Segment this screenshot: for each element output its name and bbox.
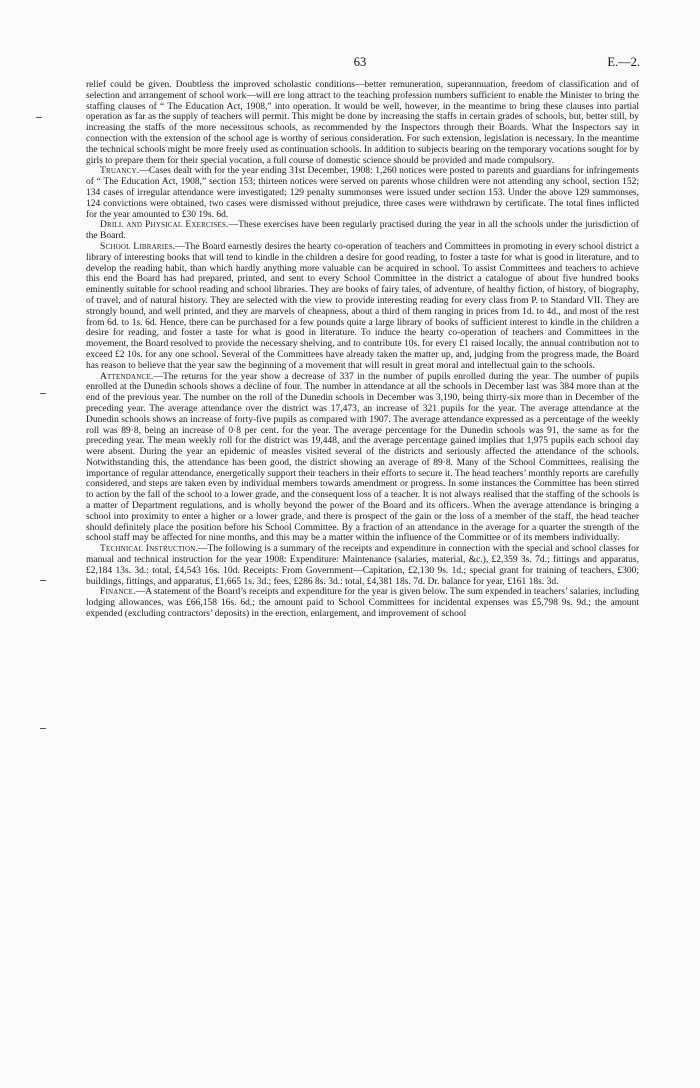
paragraph-text: relief could be given. Doubtless the improved scholastic conditions—better remuneration, superannuation, freedom of classification and of selection and arrangement of school work—will ere long attract to the teaching profession numbers sufficient to enable the Minister to bring the staffing clauses of “ The Education Act, 1908,” into operation. It would be well, however, in the meantime to bring these clauses into partial operation as far as the supply of teachers will permit. This might be done by increasing the staffs in certain grades of schools, but, better still, by increasing the staffs of the more necessitous schools, as recommended by the Inspectors through their Boards. What the Inspectors say in connection with the extension of the school age is worthy of serious consideration. For such extension, legislation is necessary. In the meantime the technical schools might be more freely used as continuation schools. In addition to subjects bearing on the temporary vocations sought for by girls to prepare them for their special vocation, a full course of domestic science should be provided and made compulsory. [86, 80, 639, 166]
paragraph-text: —The Board earnestly desires the hearty co-operation of teachers and Committees in promoting in every school district a library of interesting books that will tend to kindle in the children a desire for good reading, to foster a taste for what is good in literature, and to develop the reading habit, than which hardly anything more valuable can be acquired in school. To assist Committees and teachers to achieve this end the Board has had prepared, printed, and sent to every School Committee in the district a catalogue of about five hundred books eminently suitable for school reading and school libraries. They are books of fairy tales, of adventure, of healthy fiction, of history, of biography, of travel, and of natural history. They are selected with the view to provide interesting reading for every class from P. to Standard VII. They are strongly bound, and well printed, and they are marvels of cheapness, about a third of them ranging in prices from 1d. to 4d., and most of the rest from 6d. to 1s. 6d. Hence, there can be purchased for a few pounds quite a large library of books of sufficient interest to kindle in the children a desire for reading, and foster a taste for what is good in literature. To induce the hearty co-operation of teachers and Committees in the movement, the Board resolved to provide the necessary shelving, and to contribute 10s. for every £1 raised locally, the annual contribution not to exceed £2 10s. for any one school. Several of the Committees have already taken the matter up, and, judging from the progress made, the Board has reason to believe that the year saw the beginning of a movement that will result in great moral and intellectual gain to the schools. [86, 241, 639, 371]
paragraph-text: —Cases dealt with for the year ending 31st December, 1908: 1,260 notices were posted to parents and guardians for infringements of “ The Education Act, 1908,” section 153; thirteen notices were served on parents whose children were not attending any school, section 152; 134 cases of irregular attendance were investigated; 129 penalty summonses were issued under section 153. Under the above 129 summonses, 124 convictions were obtained, two cases were dismissed without prejudice, three cases were withdrawn by certificate. The total fines inflicted for the year amounted to £30 19s. 6d. [86, 166, 639, 220]
document-body [86, 80, 639, 620]
section-heading: Attendance. [100, 371, 154, 382]
paragraph-attendance [86, 372, 639, 545]
section-heading: Drill and Physical Exercises. [100, 220, 229, 231]
margin-mark [40, 393, 46, 394]
paragraph-school-libraries [86, 242, 639, 372]
paragraph-finance [86, 587, 639, 619]
paragraph-continuation [86, 80, 639, 166]
paragraph-text: —The returns for the year show a decrease of 337 in the number of pupils enrolled during the year. The number of pupils enrolled at the Dunedin schools shows a decline of four. The number in attendance at all the schools in December last was 384 more than at the end of the previous year. The number on the roll of the Dunedin schools in December was 3,190, being thirty-six more than in December of the preceding year. The average attendance over the district was 17,473, an increase of 321 pupils for the year. The average attendance at the Dunedin schools shows an increase of forty-five pupils as compared with 1907. The average attendance expressed as a percentage of the weekly roll was 89·8, being an increase of 0·8 per cent. for the year. The average percentage for the Dunedin schools was 91, the same as for the preceding year. The mean weekly roll for the district was 19,448, and the average percentage gained implies that 1,975 pupils each school day were absent. During the year an epidemic of measles visited several of the districts and seriously affected the attendance of the schools. Notwithstanding this, the attendance has been good, the district showing an average of 89·8. Many of the School Committees, realising the importance of regular attendance, energetically support their teachers in their efforts to secure it. The head teachers’ monthly reports are carefully considered, and steps are taken even by individual members towards amendment or progress. In some instances the Committee has been stirred to action by the fall of the school to a lower grade, and the consequent loss of a teacher. It is not always realised that the staffing of the schools is a matter of Department regulations, and is wholly beyond the power of the Board and its officers. When the average attendance is bringing a school into proximity to enter a higher or a lower grade, and there is prospect of the gain or the loss of a member of the staff, the head teacher should definitely place the position before his School Committee. By a fraction of an attendance in the average for a quarter the strength of the school staff may be affected for nine months, and this may be a matter within the influence of the Committee or of its members individually. [86, 371, 639, 544]
section-heading: School Libraries. [100, 241, 176, 252]
paragraph-text: —These exercises have been regularly practised during the year in all the schools under the jurisdiction of the Board. [86, 220, 639, 242]
paragraph-technical-instruction [86, 544, 639, 587]
paragraph-drill [86, 220, 639, 242]
paragraph-truancy [86, 166, 639, 220]
document-reference: E.—2. [607, 55, 640, 69]
page-header [80, 55, 640, 71]
page-number: 63 [353, 55, 367, 69]
margin-mark [40, 580, 46, 581]
margin-mark [40, 728, 46, 729]
paragraph-text: —A statement of the Board’s receipts and expenditure for the year is given below. The sum expended in teachers’ salaries, including lodging allowances, was £66,158 16s. 6d.; the amount paid to School Committees for incidental expenses was £5,798 9s. 9d.; the amount expended (excluding contractors’ deposits) in the erection, enlargement, and improvement of school [86, 587, 639, 620]
margin-mark [36, 117, 42, 118]
paragraph-text: —The following is a summary of the receipts and expenditure in connection with the special and school classes for manual and technical instruction for the year 1908: Expenditure: Maintenance (salaries, material, &c.), £2,359 3s. 7d.; fittings and apparatus, £2,184 13s. 3d.: total, £4,543 16s. 10d. Receipts: From Government—Capitation, £2,130 9s. 1d.; special grant for training of teachers, £300; buildings, fittings, and apparatus, £1,665 1s. 3d.; fees, £286 8s. 3d.: total, £4,381 18s. 7d. Dr. balance for year, £161 18s. 3d. [86, 544, 640, 587]
section-heading: Technical Instruction. [100, 544, 199, 555]
section-heading: Finance. [100, 587, 136, 598]
section-heading: Truancy. [100, 166, 140, 177]
